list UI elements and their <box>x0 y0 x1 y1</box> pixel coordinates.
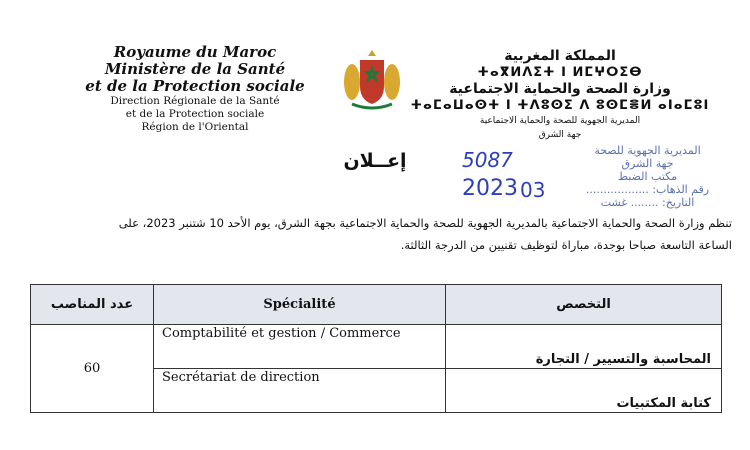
specialty-fr: Comptabilité et gestion / Commerce <box>154 325 446 369</box>
header-specialite: Spécialité <box>154 285 446 325</box>
coat-of-arms-icon <box>342 46 402 112</box>
kingdom-fr: Royaume du Maroc <box>113 43 277 61</box>
registry-stamp <box>555 144 740 209</box>
ministry-ar: وزارة الصحة والحماية الاجتماعية <box>449 81 671 97</box>
table-row <box>31 325 722 369</box>
ministry-fr: Ministère de la Santé <box>104 60 286 78</box>
region-ar: جهة الشرق <box>538 130 582 140</box>
stamp-line: التاريخ: ........ غشت <box>600 196 695 209</box>
positions-count: 60 <box>31 325 154 413</box>
registry-day: 03 <box>520 178 546 202</box>
specialty-ar: المحاسبة والتسيير / التجارة <box>446 325 722 369</box>
direction-ar: المديرية الجهوية للصحة والحماية الاجتماعية <box>479 116 641 126</box>
header-count: عدد المناصب <box>31 285 154 325</box>
header-french <box>60 44 330 134</box>
stamp-line: جهة الشرق <box>621 157 674 170</box>
stamp-line: مكتب الضبط <box>617 170 678 183</box>
table-header <box>31 285 722 325</box>
registry-number: 5087 <box>462 148 513 172</box>
direction-fr: Direction Régionale de la Santé <box>110 95 280 107</box>
positions-table <box>30 284 722 413</box>
specialty-fr: Secrétariat de direction <box>154 369 446 413</box>
body-line: تنظم وزارة الصحة والحماية الاجتماعية بالمديرية الجهوية للصحة والحماية الاجتماعية بجهة الشرق، يوم الأحد 10 شتنبر 2023، على <box>118 216 732 230</box>
region-fr: Région de l'Oriental <box>141 121 249 133</box>
body-line: الساعة التاسعة صباحا بوجدة، مباراة لتوظيف تقنيين من الدرجة الثالثة. <box>400 238 732 252</box>
stamp-line: المديرية الجهوية للصحة <box>594 144 701 157</box>
registry-year: 2023 <box>462 176 518 201</box>
direction-fr-2: et de la Protection sociale <box>125 108 265 120</box>
kingdom-ar: المملكة المغربية <box>504 48 616 64</box>
ministry-fr-2: et de la Protection sociale <box>85 77 305 95</box>
header-arabic <box>410 48 710 142</box>
announcement-body <box>20 212 732 256</box>
header-specialty-ar: التخصص <box>446 285 722 325</box>
page-title: إعــلان <box>343 150 407 172</box>
ministry-tifinagh: ⵜⴰⵎⴰⵡⴰⵙⵜ ⵏ ⵜⴷⵓⵙⵉ ⴷ ⵓⵙⵎⴻⵍ ⴰⵏⴰⵎⵓⵏ <box>410 98 710 113</box>
kingdom-tifinagh: ⵜⴰⴳⵍⴷⵉⵜ ⵏ ⵍⵎⵖⵔⵉⴱ <box>477 65 643 80</box>
stamp-line: رقم الذهاب: .................. <box>585 183 710 196</box>
specialty-ar: كتابة المكتبيات <box>446 369 722 413</box>
